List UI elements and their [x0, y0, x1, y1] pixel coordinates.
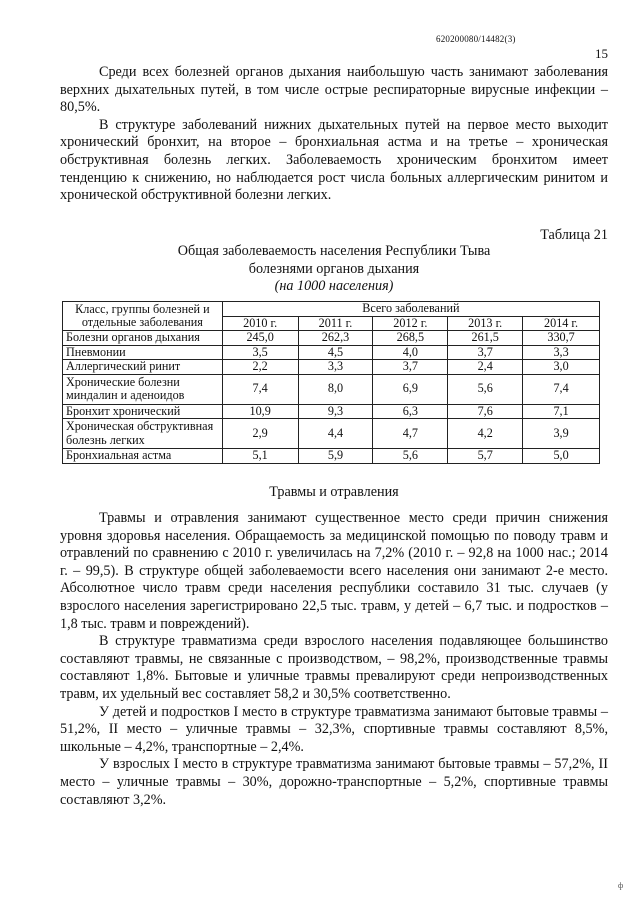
- table-cell: 5,6: [373, 449, 448, 464]
- table-cell: 9,3: [298, 404, 373, 419]
- table-cell: 2,2: [222, 360, 298, 375]
- table-cell: 4,0: [373, 345, 448, 360]
- table-cell: 4,4: [298, 419, 373, 449]
- table-cell: 262,3: [298, 331, 373, 346]
- table-cell: 3,7: [373, 360, 448, 375]
- table-cell: 7,1: [523, 404, 600, 419]
- row-label: Болезни органов дыхания: [63, 331, 223, 346]
- column-header-year: 2014 г.: [523, 316, 600, 331]
- column-header-year: 2011 г.: [298, 316, 373, 331]
- table-cell: 3,0: [523, 360, 600, 375]
- row-label: Хроническая обструктивная болезнь легких: [63, 419, 223, 449]
- morbidity-table: [62, 301, 600, 464]
- table-cell: 5,6: [448, 374, 523, 404]
- table-title: [60, 243, 608, 296]
- paragraph: В структуре травматизма среди взрослого населения подавляющее большинство составляют травмы, не связанные с производством, – 98,2%, производственные травмы составляют 1,8%. Бытовые и уличные травмы превалируют среди непроизводственных травм, их удельный вес составляет 58,2 и 30,5% соответственно.: [60, 633, 608, 702]
- row-label: Хронические болезни миндалин и аденоидов: [63, 374, 223, 404]
- column-header-class: Класс, группы болезней и отдельные заболевания: [63, 302, 223, 331]
- column-header-year: 2013 г.: [448, 316, 523, 331]
- table-cell: 5,1: [222, 449, 298, 464]
- table-row: [63, 345, 600, 360]
- table-cell: 8,0: [298, 374, 373, 404]
- table-cell: 4,2: [448, 419, 523, 449]
- paragraph: В структуре заболеваний нижних дыхательных путей на первое место выходит хронический бронхит, на второе – бронхиальная астма и на третье – хроническая обструктивная болезнь легких. Заболеваемость хроническим бронхитом имеет тенденцию к снижению, но наблюдается рост числа больных аллергическим ринитом и хронической обструктивной болезни легких.: [60, 116, 608, 204]
- table-label: Таблица 21: [540, 227, 608, 243]
- table-header-row: [63, 302, 600, 317]
- table-cell: 5,9: [298, 449, 373, 464]
- table-cell: 7,6: [448, 404, 523, 419]
- table-cell: 5,7: [448, 449, 523, 464]
- paragraph: У детей и подростков I место в структуре травматизма занимают бытовые травмы – 51,2%, II место – уличные травмы – 32,3%, спортивные травмы составляют 8,5%, школьные – 4,2%, транспортные – 2,4%.: [60, 703, 608, 755]
- row-label: Бронхит хронический: [63, 404, 223, 419]
- table-cell: 3,5: [222, 345, 298, 360]
- table-cell: 2,9: [222, 419, 298, 449]
- table-row: [63, 331, 600, 346]
- table-row: [63, 404, 600, 419]
- paragraph: Среди всех болезней органов дыхания наибольшую часть занимают заболевания верхних дыхательных путей, в том числе острые респираторные вирусные инфекции – 80,5%.: [60, 64, 608, 116]
- column-header-group: Всего заболеваний: [222, 302, 599, 317]
- page-number: 15: [595, 46, 608, 61]
- row-label: Пневмонии: [63, 345, 223, 360]
- table-cell: 2,4: [448, 360, 523, 375]
- row-label: Бронхиальная астма: [63, 449, 223, 464]
- table-row: [63, 374, 600, 404]
- table-row: [63, 360, 600, 375]
- paragraph: У взрослых I место в структуре травматизма занимают бытовые травмы – 57,2%, II место – уличные травмы – 30%, дорожно-транспортные – 5,2%, спортивные травмы составляют 3,2%.: [60, 756, 608, 808]
- table-row: [63, 449, 600, 464]
- table-cell: 3,9: [523, 419, 600, 449]
- column-header-year: 2010 г.: [222, 316, 298, 331]
- table-title-line: болезнями органов дыхания: [248, 260, 420, 277]
- table-title-units: (на 1000 населения): [274, 278, 394, 295]
- table-title-line: Общая заболеваемость населения Республики Тыва: [177, 243, 491, 259]
- table-row: [63, 419, 600, 449]
- table-cell: 10,9: [222, 404, 298, 419]
- table-cell: 4,5: [298, 345, 373, 360]
- paragraph: Травмы и отравления занимают существенное место среди причин снижения уровня здоровья населения. Обращаемость за медицинской помощью по поводу травм и отравлений по сравнению с 2010 г. увеличилась на 7,2% (2010 г. – 92,8 на 1000 нас.; 2014 г. – 99,5). В структуре общей заболеваемости всего населения они занимают 2-е место. Абсолютное число травм среди населения республики составило 31 тыс. случаев (у взрослого населения зарегистрировано 22,5 тыс. травм, у детей – 6,7 тыс. и подростков – 1,8 тыс. травм и повреждений).: [60, 510, 608, 632]
- table-cell: 261,5: [448, 331, 523, 346]
- intro-text: [60, 64, 608, 205]
- document-id: 620200080/14482(3): [436, 34, 516, 44]
- table-cell: 3,3: [523, 345, 600, 360]
- corner-mark: ф: [618, 881, 624, 890]
- table-cell: 268,5: [373, 331, 448, 346]
- table-cell: 6,3: [373, 404, 448, 419]
- table-cell: 245,0: [222, 331, 298, 346]
- table-cell: 7,4: [523, 374, 600, 404]
- section-heading: Травмы и отравления: [269, 484, 399, 500]
- column-header-year: 2012 г.: [373, 316, 448, 331]
- row-label: Аллергический ринит: [63, 360, 223, 375]
- table-cell: 330,7: [523, 331, 600, 346]
- table-cell: 7,4: [222, 374, 298, 404]
- table-cell: 6,9: [373, 374, 448, 404]
- table-cell: 5,0: [523, 449, 600, 464]
- table-cell: 3,7: [448, 345, 523, 360]
- section-text: [60, 510, 608, 809]
- table-cell: 4,7: [373, 419, 448, 449]
- table-cell: 3,3: [298, 360, 373, 375]
